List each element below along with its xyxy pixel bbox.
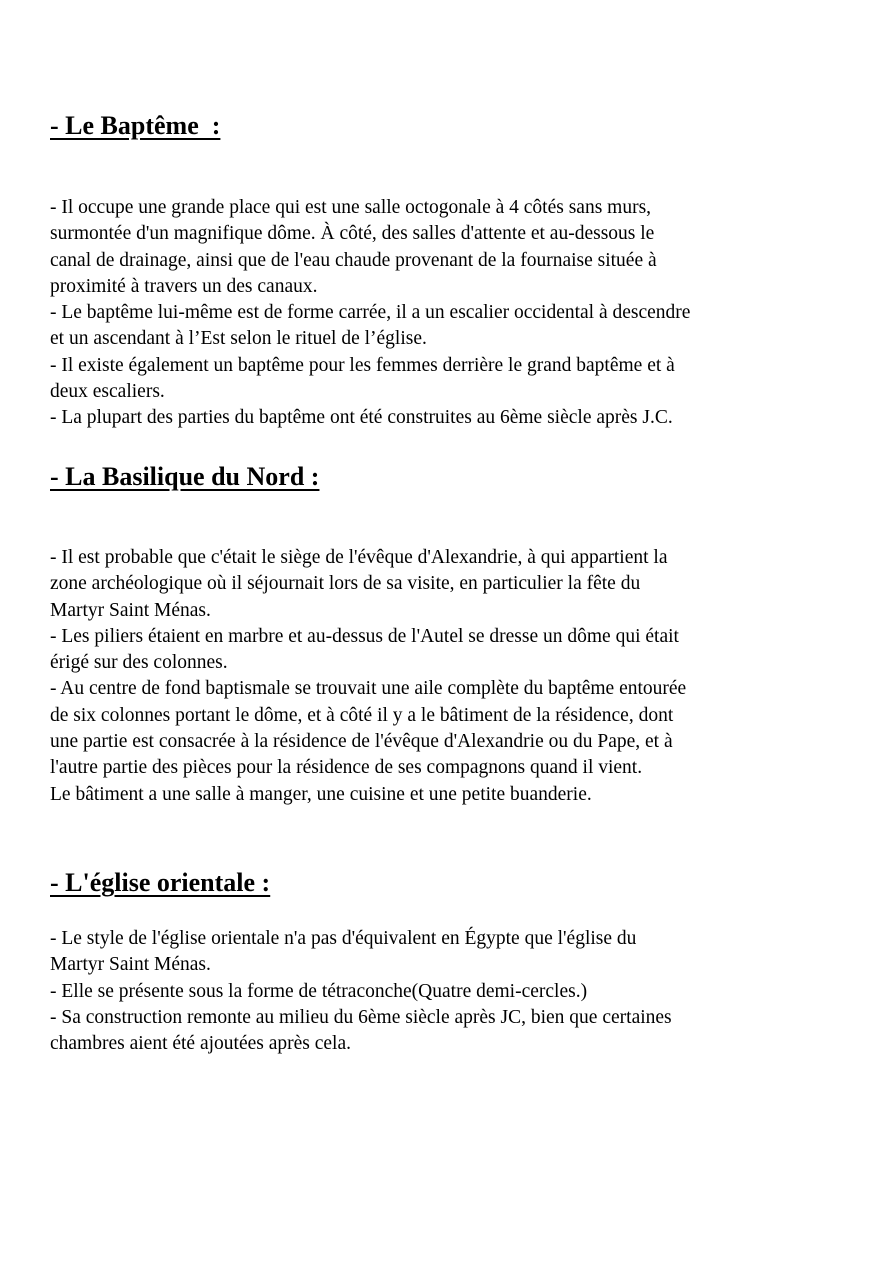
text-line: - Le baptême lui-même est de forme carrée, il a un escalier occidental à descendre (50, 302, 691, 324)
text-line: canal de drainage, ainsi que de l'eau chaude provenant de la fournaise située à (50, 249, 657, 271)
text-line: - Au centre de fond baptismale se trouvait une aile complète du baptême entourée (50, 678, 687, 700)
text-line: une partie est consacrée à la résidence de l'évêque d'Alexandrie ou du Pape, et à (50, 731, 673, 753)
section-body-eglise-orientale (50, 926, 672, 1057)
text-line: proximité à travers un des canaux. (50, 275, 318, 297)
section-heading-basilique-nord: - La Basilique du Nord : (50, 462, 320, 491)
text-line: et un ascendant à l’Est selon le rituel de l’église. (50, 328, 427, 350)
section-heading-eglise-orientale: - L'église orientale : (50, 868, 271, 897)
section-body-bapteme (50, 195, 690, 432)
text-line: Le bâtiment a une salle à manger, une cuisine et une petite buanderie. (50, 783, 592, 805)
text-line: deux escaliers. (50, 381, 165, 403)
text-line: Martyr Saint Ménas. (50, 599, 211, 621)
text-line: chambres aient été ajoutées après cela. (50, 1033, 352, 1055)
text-line: Martyr Saint Ménas. (50, 954, 211, 976)
text-line: surmontée d'un magnifique dôme. À côté, des salles d'attente et au-dessous le (50, 223, 655, 245)
section-body-basilique-nord (50, 545, 686, 808)
text-line: - La plupart des parties du baptême ont été construites au 6ème siècle après J.C. (50, 407, 673, 429)
text-line: - Il est probable que c'était le siège de l'évêque d'Alexandrie, à qui appartient la (50, 547, 668, 568)
text-line: - Il occupe une grande place qui est une salle octogonale à 4 côtés sans murs, (50, 197, 652, 218)
text-line: - Les piliers étaient en marbre et au-dessus de l'Autel se dresse un dôme qui était (50, 625, 679, 647)
text-line: - Elle se présente sous la forme de tétraconche(Quatre demi-cercles.) (50, 980, 588, 1002)
text-line: - Il existe également un baptême pour les femmes derrière le grand baptême et à (50, 354, 675, 376)
text-line: zone archéologique où il séjournait lors de sa visite, en particulier la fête du (50, 573, 641, 595)
text-line: - Sa construction remonte au milieu du 6ème siècle après JC, bien que certaines (50, 1006, 672, 1028)
text-line: de six colonnes portant le dôme, et à côté il y a le bâtiment de la résidence, dont (50, 704, 674, 726)
text-line: - Le style de l'église orientale n'a pas d'équivalent en Égypte que l'église du (50, 928, 637, 949)
text-line: l'autre partie des pièces pour la résidence de ses compagnons quand il vient. (50, 757, 643, 779)
section-heading-bapteme: - Le Baptême : (50, 111, 221, 140)
text-line: érigé sur des colonnes. (50, 652, 228, 674)
